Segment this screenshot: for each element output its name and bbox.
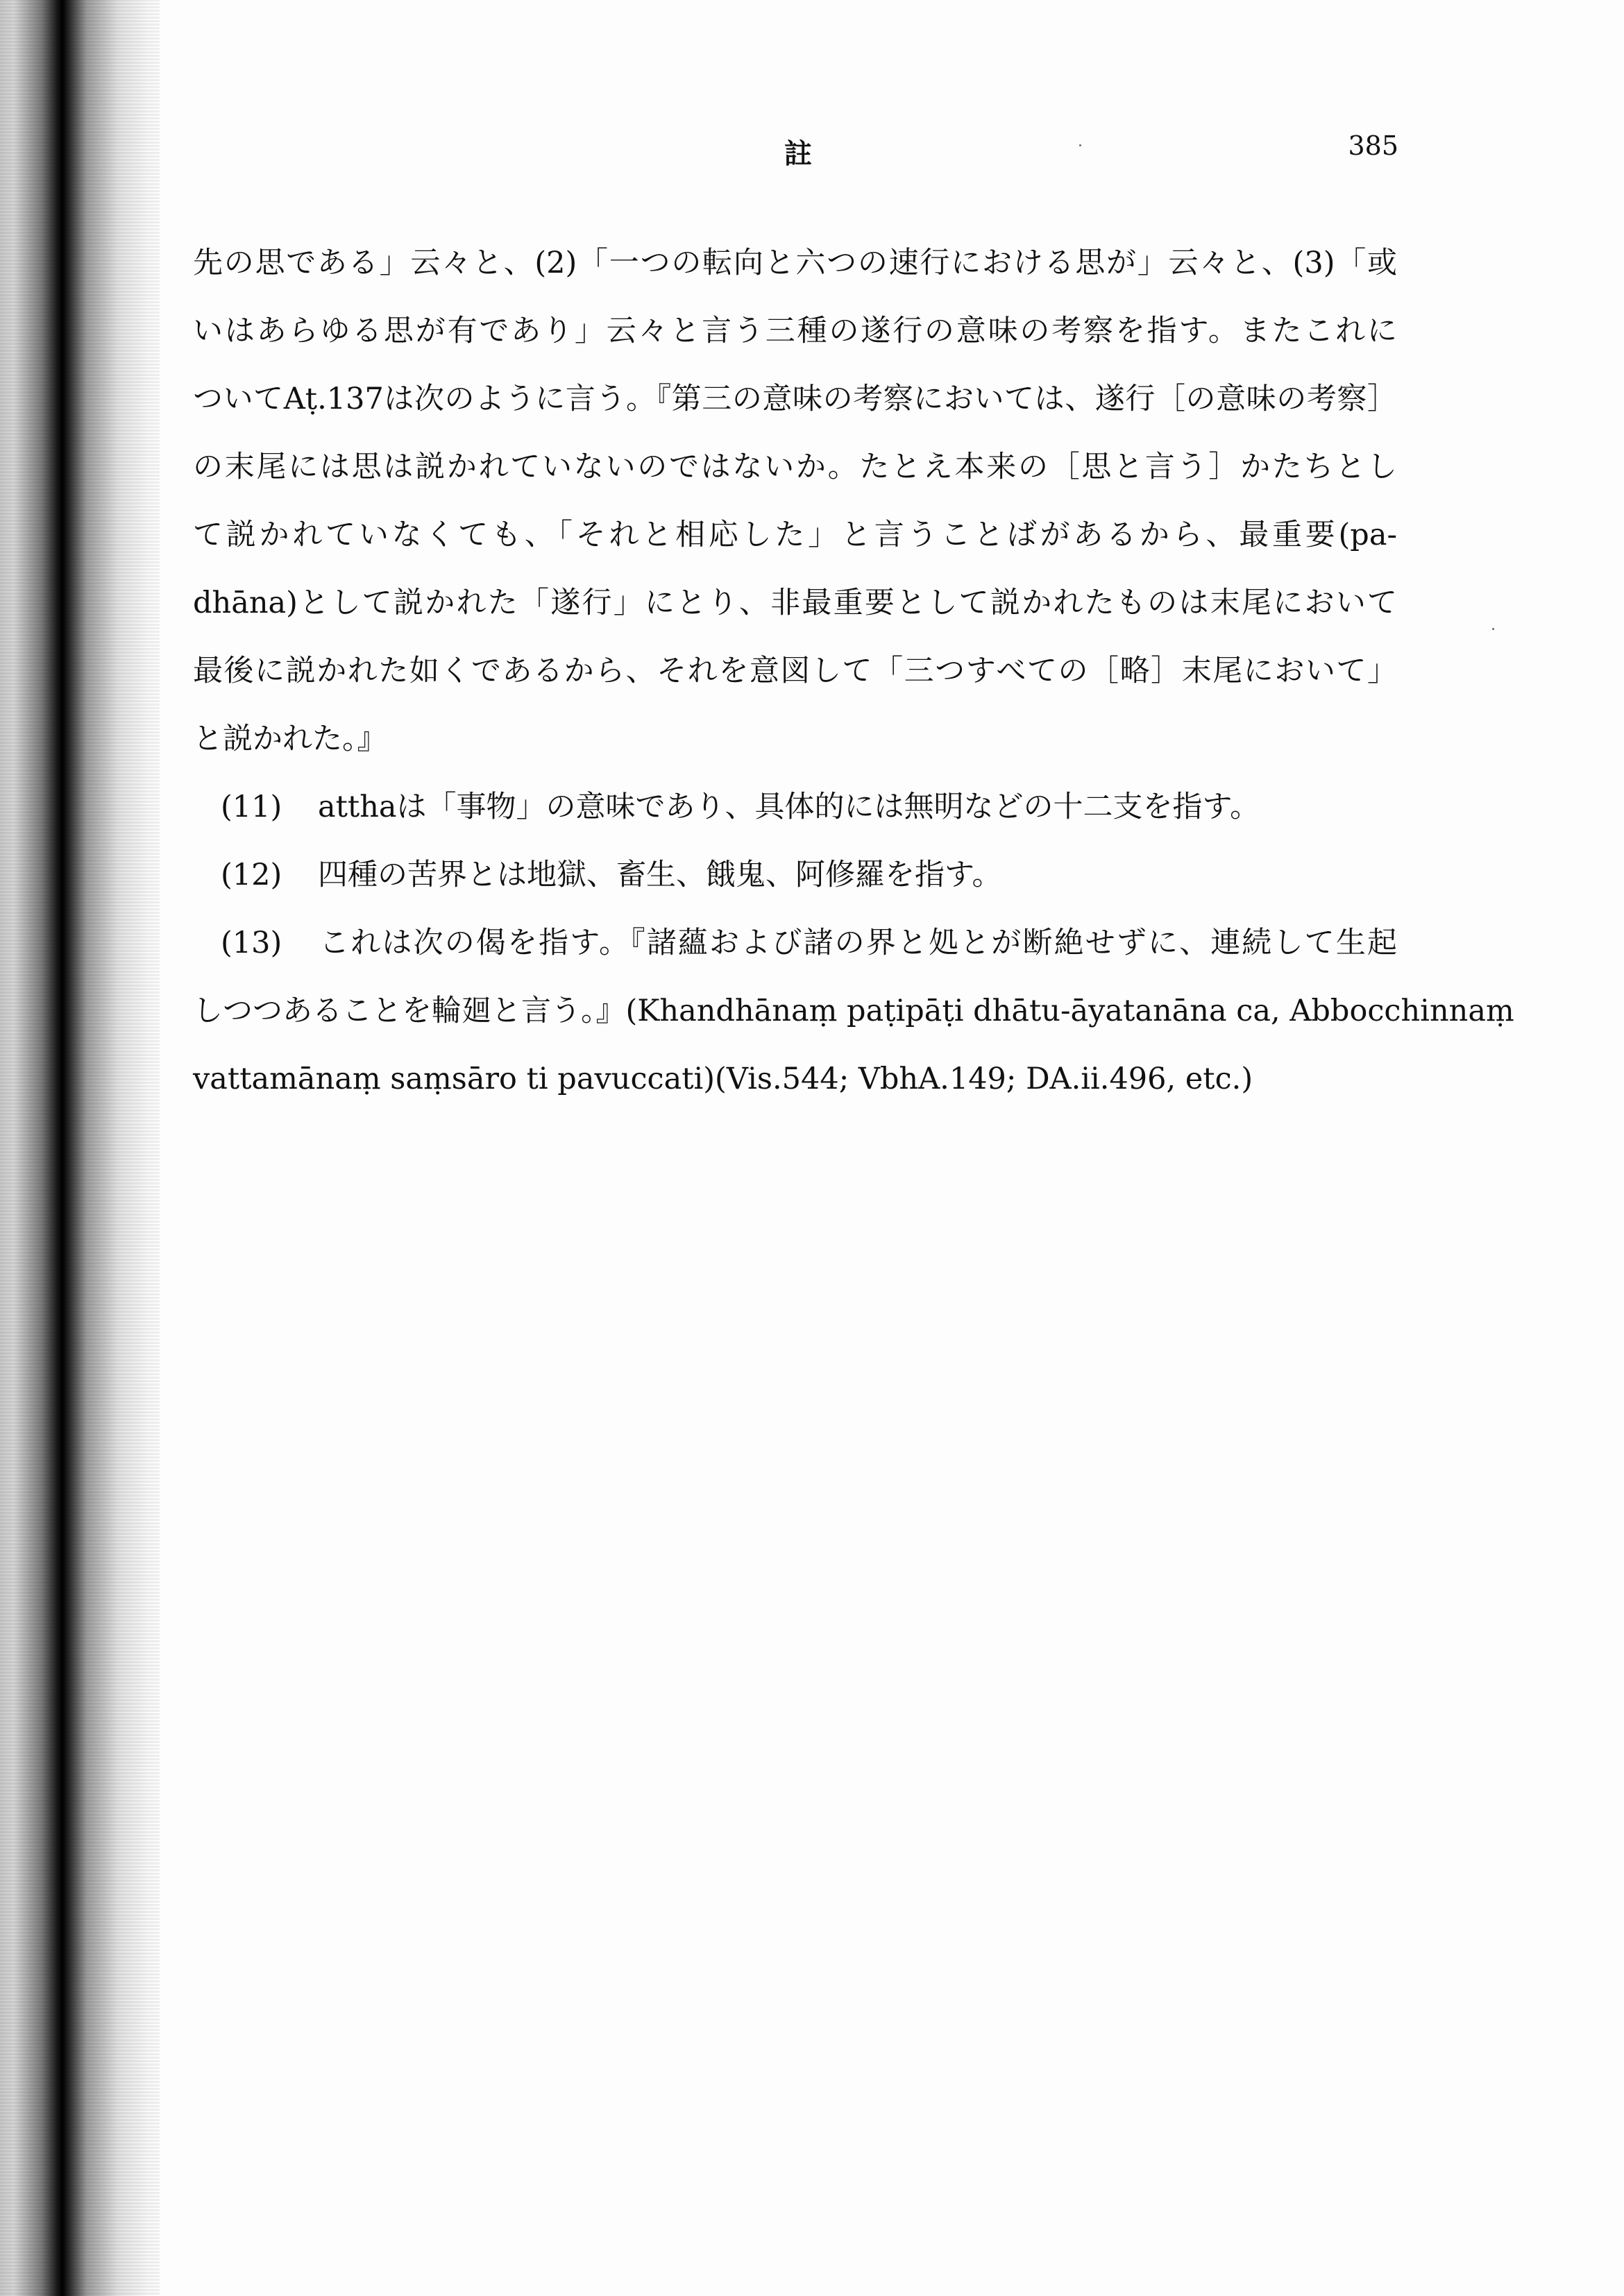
scan-speck	[1079, 144, 1081, 146]
footnote-text: これは次の偈を指す。『諸蘊および諸の界と処とが断絶せずに、連続して生起	[318, 926, 1397, 960]
binding-texture	[0, 0, 160, 2296]
footnote-13-continuation: しつつあることを輪廻と言う。』(Khandhānaṃ paṭipāṭi dhātu-āyatanāna ca, Abbocchinnaṃ	[193, 994, 1514, 1028]
footnote-number: (12)	[221, 858, 282, 892]
page-number: 385	[1348, 130, 1398, 161]
text-line: いはあらゆる思が有であり」云々と言う三種の遂行の意味の考察を指す。またこれに	[193, 314, 1397, 348]
body-text	[193, 229, 1514, 1113]
footnote-12	[193, 841, 1397, 909]
text-line: て説かれていなくても、「それと相応した」と言うことばがあるから、最重要(pa-	[193, 518, 1397, 552]
text-line: と説かれた。』	[193, 722, 387, 756]
footnote-number: (11)	[221, 790, 282, 824]
text-line: 先の思である」云々と、(2)「一つの転向と六つの速行における思が」云々と、(3)「或	[193, 246, 1397, 280]
text-line: 最後に説かれた如くであるから、それを意図して「三つすべての［略］末尾において」	[193, 654, 1397, 688]
text-line: ついてAṭ.137は次のように言う。『第三の意味の考察においては、遂行［の意味の考察］	[193, 382, 1397, 416]
footnote-number: (13)	[221, 926, 282, 960]
text-line: dhāna)として説かれた「遂行」にとり、非最重要として説かれたものは末尾において	[193, 586, 1397, 620]
footnote-11	[193, 773, 1397, 841]
scan-speck	[1492, 628, 1494, 630]
footnote-text: atthaは「事物」の意味であり、具体的には無明などの十二支を指す。	[318, 790, 1260, 824]
text-line: の末尾には思は説かれていないのではないか。たとえ本来の［思と言う］かたちとし	[193, 450, 1397, 484]
footnote-text: 四種の苦界とは地獄、畜生、餓鬼、阿修羅を指す。	[318, 858, 1002, 892]
footnote-13-continuation: vattamānaṃ saṃsāro ti pavuccati)(Vis.544; VbhA.149; DA.ii.496, etc.)	[193, 1062, 1253, 1096]
footnote-13	[193, 909, 1397, 977]
running-head: 註	[784, 137, 812, 170]
